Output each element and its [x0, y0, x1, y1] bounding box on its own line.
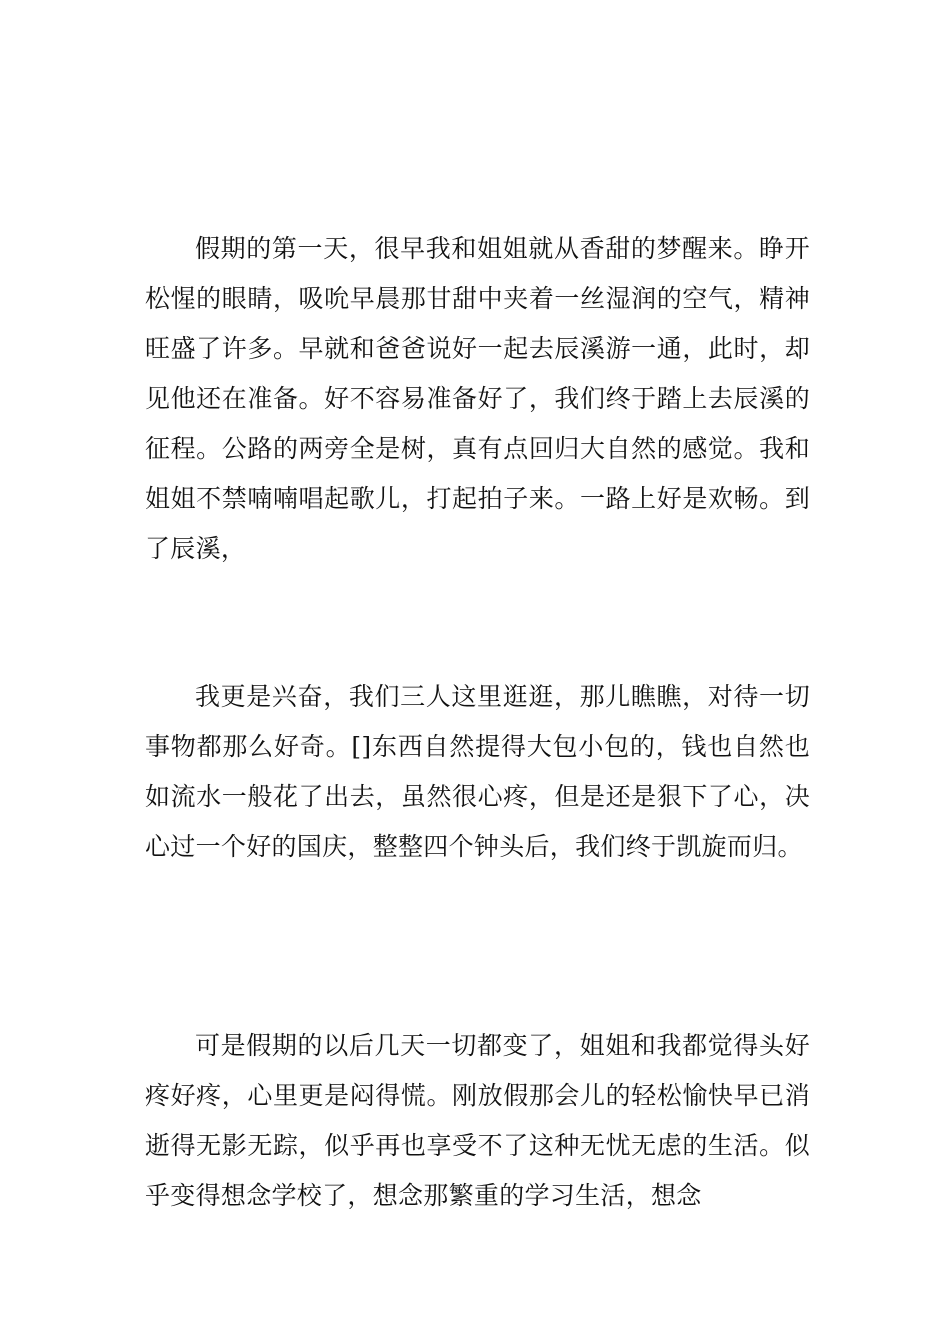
paragraph-3: 可是假期的以后几天一切都变了，姐姐和我都觉得头好疼好疼，心里更是闷得慌。刚放假那会儿的轻松愉快早已消逝得无影无踪，似乎再也享受不了这种无忧无虑的生活。似乎变得想念学校了，想念那繁重的学习生活，想念	[145, 1031, 810, 1210]
paragraph-2: 我更是兴奋，我们三人这里逛逛，那儿瞧瞧，对待一切事物都那么好奇。[]东西自然提得大包小包的，钱也自然也如流水一般花了出去，虽然很心疼，但是还是狠下了心，决心过一个好的国庆，整整四个钟头后，我们终于凯旋而归。	[145, 682, 810, 861]
paragraph-1: 假期的第一天，很早我和姐姐就从香甜的梦醒来。睁开松惺的眼睛，吸吮早晨那甘甜中夹着一丝湿润的空气，精神旺盛了许多。早就和爸爸说好一起去辰溪游一通，此时，却见他还在准备。好不容易准备好了，我们终于踏上去辰溪的征程。公路的两旁全是树，真有点回归大自然的感觉。我和姐姐不禁喃喃唱起歌儿，打起拍子来。一路上好是欢畅。到了辰溪，	[145, 234, 810, 563]
